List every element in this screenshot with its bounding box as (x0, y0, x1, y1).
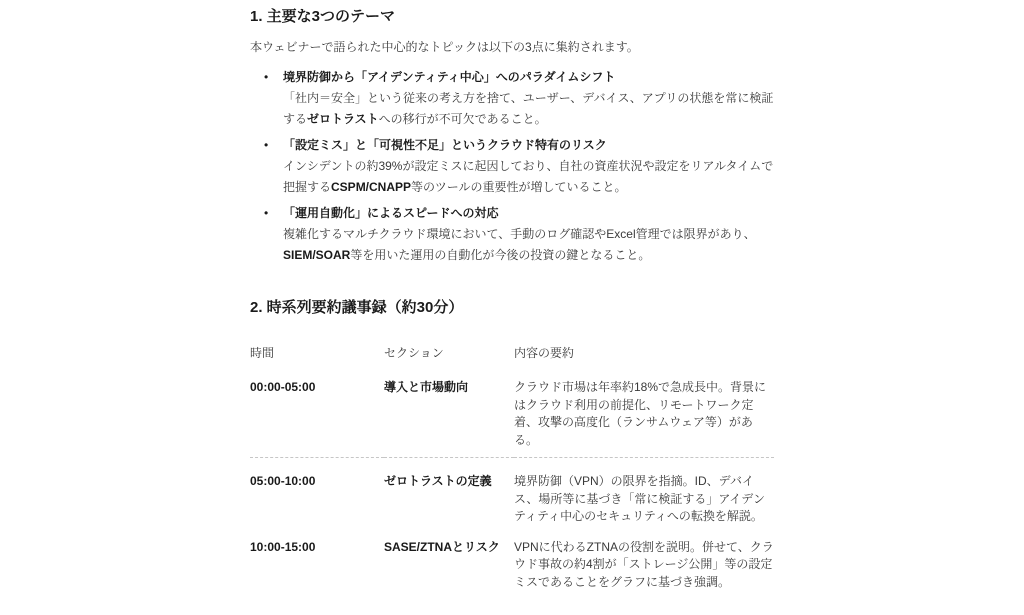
cell-summary: クラウド市場は年率約18%で急成長中。背景にはクラウド利用の前提化、リモートワーク定着、攻撃の高度化（ランサムウェア等）がある。 (514, 379, 774, 458)
bullet-body-text: 等のツールの重要性が増していること。 (411, 180, 627, 194)
section-1-intro: 本ウェビナーで語られた中心的なトピックは以下の3点に集約されます。 (250, 40, 639, 54)
document-content (250, 0, 774, 591)
minutes-table (250, 344, 774, 591)
bullet-title: 境界防御から「アイデンティティ中心」へのパラダイムシフト (283, 70, 616, 84)
bullet-body-text: 複雑化するマルチクラウド環境において、手動のログ確認やExcel管理では限界があり、 (283, 227, 756, 241)
bullet-title: 「設定ミス」と「可視性不足」というクラウド特有のリスク (283, 138, 607, 152)
bullet-icon: • (264, 206, 269, 220)
cell-summary: 境界防御（VPN）の限界を指摘。ID、デバイス、場所等に基づき「常に検証する」アイデンティティ中心のセキュリティへの転換を解説。 (514, 474, 766, 523)
table-row (250, 379, 774, 458)
cell-section: ゼロトラストの定義 (384, 474, 492, 488)
cell-time: 10:00-15:00 (250, 539, 316, 554)
bullet-body-bold: SIEM/SOAR (283, 248, 351, 262)
table-row (250, 458, 774, 526)
bullet-body (283, 88, 774, 130)
bullet-body-text: インシデントの約39%が設定ミスに起因しており、自社の資産状況や設定をリアルタイムで把握する (283, 159, 774, 194)
bullet-body-text: 「社内＝安全」という従来の考え方を捨て、ユーザー、デバイス、アプリの状態を常に検証する (283, 91, 774, 126)
bullet-body-bold: CSPM/CNAPP (331, 180, 412, 194)
list-item (264, 135, 774, 198)
section-1-heading: 1. 主要な3つのテーマ (250, 8, 396, 25)
cell-time: 05:00-10:00 (250, 474, 316, 488)
list-item (264, 203, 774, 266)
col-header-section: セクション (384, 346, 444, 360)
table-row (250, 526, 774, 592)
col-header-time: 時間 (250, 346, 275, 360)
bullet-body-bold: ゼロトラスト (307, 112, 379, 126)
theme-list (250, 67, 774, 266)
cell-summary: VPNに代わるZTNAの役割を説明。併せて、クラウド事故の約4割が「ストレージ公開」等の設定ミスであることをグラフに基づき強調。 (514, 539, 774, 589)
bullet-body-text: への移行が不可欠であること。 (378, 112, 547, 126)
bullet-body (283, 156, 774, 198)
table-header-row (250, 344, 774, 379)
section-2-heading: 2. 時系列要約議事録（約30分） (250, 299, 464, 316)
list-item (264, 67, 774, 130)
bullet-icon: • (264, 138, 269, 152)
bullet-body (283, 224, 774, 266)
cell-section: 導入と市場動向 (384, 379, 514, 458)
bullet-icon: • (264, 70, 269, 84)
bullet-title: 「運用自動化」によるスピードへの対応 (283, 206, 499, 220)
bullet-body-text: 等を用いた運用の自動化が今後の投資の鍵となること。 (350, 248, 651, 262)
cell-time: 00:00-05:00 (250, 379, 384, 458)
cell-section: SASE/ZTNAとリスク (384, 539, 500, 554)
col-header-summary: 内容の要約 (514, 346, 575, 360)
